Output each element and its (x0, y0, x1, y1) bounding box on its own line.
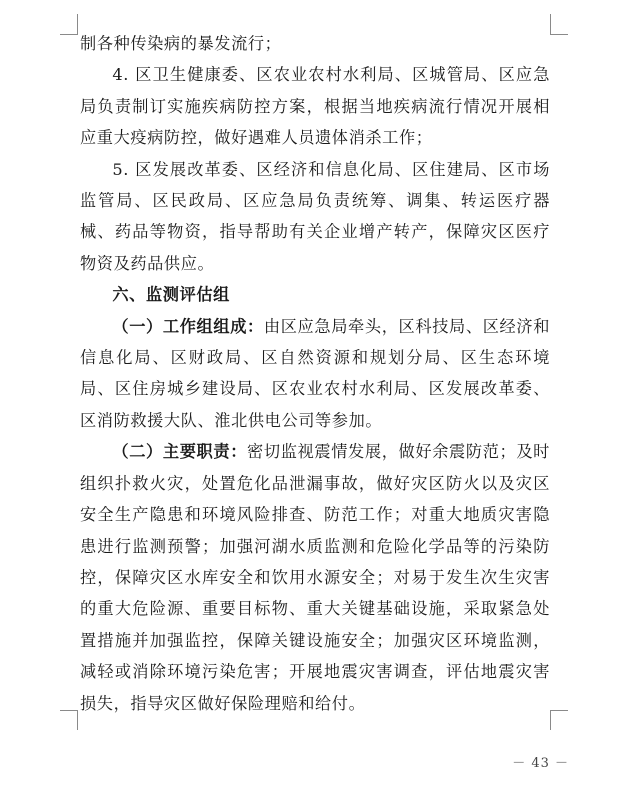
composition-label: （一）工作组组成： (112, 316, 264, 336)
composition-text: 由区应急局牵头，区科技局、区经济和信息化局、区财政局、区自然资源和规划分局、区生态环境局、区住房城乡建设局、区农业农村水利局、区发展改革委、区消防救援大队、淮北供电公司等参加。 (80, 316, 550, 430)
page-number: － 43 － (512, 756, 569, 771)
crop-mark-top-right-v (550, 14, 551, 34)
paragraph-continuation: 制各种传染病的暴发流行； (80, 34, 282, 53)
crop-mark-top-right-h (550, 34, 568, 35)
paragraph-item-4: 4. 区卫生健康委、区农业农村水利局、区城管局、区应急局负责制订实施疾病防控方案，根据当地疾病流行情况开展相应重大疫病防控，做好遇难人员遗体消杀工作； (80, 65, 550, 148)
duties-label: （二）主要职责： (112, 442, 248, 462)
document-body (80, 28, 550, 719)
paragraph-duties (80, 436, 550, 719)
paragraph-composition (80, 311, 550, 437)
crop-mark-bottom-right-h (550, 710, 568, 711)
crop-mark-top-left-h (60, 34, 78, 35)
crop-mark-bottom-left-h (60, 710, 78, 711)
crop-mark-top-left-v (77, 14, 78, 34)
section-heading: 六、监测评估组 (112, 285, 230, 305)
crop-mark-bottom-left-v (77, 710, 78, 730)
duties-text: 密切监视震情发展，做好余震防范；及时组织扑救火灾，处置危化品泄漏事故，做好灾区防火以及灾区安全生产隐患和环境风险排查、防范工作；对重大地质灾害隐患进行监测预警；加强河湖水质监测和危险化学品等的污染防控，保障灾区水库安全和饮用水源安全；对易于发生次生灾害的重大危险源、重要目标物、重大关键基础设施，采取紧急处置措施并加强监控，保障关键设施安全；加强灾区环境监测，减轻或消除环境污染危害；开展地震灾害调查，评估地震灾害损失，指导灾区做好保险理赔和给付。 (80, 442, 550, 713)
crop-mark-bottom-right-v (550, 710, 551, 730)
paragraph-item-5: 5. 区发展改革委、区经济和信息化局、区住建局、区市场监管局、区民政局、区应急局负责统筹、调集、转运医疗器械、药品等物资，指导帮助有关企业增产转产，保障灾区医疗物资及药品供应。 (80, 159, 550, 273)
